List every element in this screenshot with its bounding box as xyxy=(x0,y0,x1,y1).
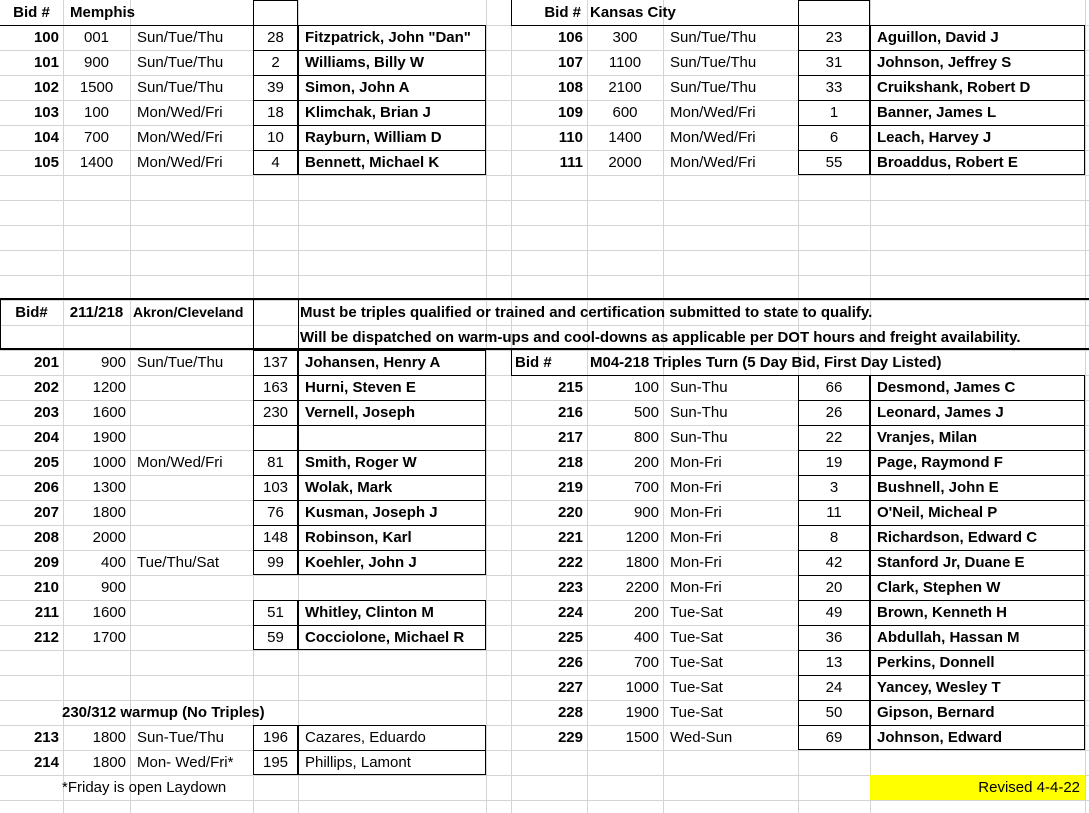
m04-row-1-days-cell[interactable]: Sun-Thu xyxy=(670,404,728,421)
warmup-footnote[interactable]: *Friday is open Laydown xyxy=(62,779,227,796)
m04-row-5-name-cell[interactable]: O'Neil, Micheal P xyxy=(877,504,998,521)
m04-row-9-bid-cell[interactable]: 224 xyxy=(557,604,583,621)
m04-row-0-bid-cell[interactable]: 215 xyxy=(557,379,583,396)
akron-row-7-name-cell[interactable]: Robinson, Karl xyxy=(305,529,412,546)
gridline-horizontal xyxy=(0,225,1089,226)
m04-row-1-name-cell[interactable]: Leonard, James J xyxy=(877,404,1004,421)
akron-row-0-name-cell[interactable]: Johansen, Henry A xyxy=(305,354,441,371)
memphis-row-2-days-cell[interactable]: Sun/Tue/Thu xyxy=(137,79,224,96)
akron-note-2[interactable]: Will be dispatched on warm-ups and cool-downs as applicable per DOT hours and freight availability. xyxy=(300,329,1021,346)
m04-row-0-time-cell[interactable]: 100 xyxy=(633,379,659,396)
memphis-row-4-time-cell[interactable]: 700 xyxy=(83,129,110,146)
akron-row-11-name-cell[interactable]: Cocciolone, Michael R xyxy=(305,629,465,646)
akron-row-8-bid-cell[interactable]: 209 xyxy=(33,554,59,571)
m04-row-4-days-cell[interactable]: Mon-Fri xyxy=(670,479,722,496)
memphis-row-1-bid-cell[interactable]: 101 xyxy=(33,54,59,71)
memphis-row-5-time-cell[interactable]: 1400 xyxy=(79,154,114,171)
akron-row-2-name-cell[interactable]: Vernell, Joseph xyxy=(305,404,416,421)
m04-row-2-seniority-cell[interactable]: 22 xyxy=(825,429,843,446)
akron-row-6-name-cell[interactable]: Kusman, Joseph J xyxy=(305,504,438,521)
akron-route[interactable]: 211/218 xyxy=(69,304,124,321)
kansas_city-row-0-name-cell[interactable]: Aguillon, David J xyxy=(877,29,999,46)
m04-row-12-seniority-cell[interactable]: 24 xyxy=(825,679,843,696)
kansas_city-row-5-days-cell[interactable]: Mon/Wed/Fri xyxy=(670,154,756,171)
akron-row-10-name-cell[interactable]: Whitley, Clinton M xyxy=(305,604,434,621)
memphis-row-0-bid-cell[interactable]: 100 xyxy=(33,29,59,46)
m04-row-14-name-cell[interactable]: Johnson, Edward xyxy=(877,729,1003,746)
warmup-row-0-bid-cell[interactable]: 213 xyxy=(33,729,59,746)
m04-row-9-days-cell[interactable]: Tue-Sat xyxy=(670,604,723,621)
akron-row-9-bid-cell[interactable]: 210 xyxy=(33,579,59,596)
memphis-row-1-seniority-cell[interactable]: 2 xyxy=(271,54,280,71)
m04-row-14-bid-cell[interactable]: 229 xyxy=(557,729,583,746)
m04-row-1-seniority-cell[interactable]: 26 xyxy=(825,404,843,421)
kansas_city-row-4-bid-cell[interactable]: 110 xyxy=(558,129,583,146)
m04-row-8-bid-cell[interactable]: 223 xyxy=(557,579,583,596)
akron-row-11-bid-cell[interactable]: 212 xyxy=(33,629,59,646)
m04-row-3-seniority-cell[interactable]: 19 xyxy=(825,454,843,471)
memphis-row-4-bid-cell[interactable]: 104 xyxy=(33,129,59,146)
gridline-horizontal xyxy=(0,800,1089,801)
m04-row-10-bid-cell[interactable]: 225 xyxy=(557,629,583,646)
memphis-row-1-time-cell[interactable]: 900 xyxy=(83,54,110,71)
m04-row-9-name-cell[interactable]: Brown, Kenneth H xyxy=(877,604,1007,621)
akron-row-8-time-cell[interactable]: 400 xyxy=(100,554,126,571)
memphis-row-1-name-cell[interactable]: Williams, Billy W xyxy=(305,54,425,71)
m04-row-7-seniority-cell[interactable]: 42 xyxy=(825,554,843,571)
akron-note-1[interactable]: Must be triples qualified or trained and certification submitted to state to qualify. xyxy=(300,304,873,321)
m04-row-3-name-cell[interactable]: Page, Raymond F xyxy=(877,454,1003,471)
m04-row-4-bid-cell[interactable]: 219 xyxy=(557,479,583,496)
m04-row-9-seniority-cell[interactable]: 49 xyxy=(825,604,843,621)
kansas_city-row-5-bid-cell[interactable]: 111 xyxy=(559,154,583,171)
m04-row-2-name-cell[interactable]: Vranjes, Milan xyxy=(877,429,978,446)
m04-row-11-seniority-cell[interactable]: 13 xyxy=(825,654,843,671)
m04-row-4-name-cell[interactable]: Bushnell, John E xyxy=(877,479,999,496)
warmup-row-1-time-cell[interactable]: 1800 xyxy=(92,754,126,771)
m04-row-5-seniority-cell[interactable]: 11 xyxy=(826,504,842,521)
akron-row-7-time-cell[interactable]: 2000 xyxy=(92,529,126,546)
m04-row-12-days-cell[interactable]: Tue-Sat xyxy=(670,679,723,696)
kansas-city-bid-header[interactable]: Bid # xyxy=(544,4,581,21)
m04-row-6-seniority-cell[interactable]: 8 xyxy=(829,529,839,546)
warmup-title[interactable]: 230/312 warmup (No Triples) xyxy=(62,704,265,721)
m04-row-3-days-cell[interactable]: Mon-Fri xyxy=(670,454,722,471)
memphis-row-3-name-cell[interactable]: Klimchak, Brian J xyxy=(305,104,431,121)
akron-row-0-bid-cell[interactable]: 201 xyxy=(33,354,59,371)
m04-row-12-name-cell[interactable]: Yancey, Wesley T xyxy=(877,679,1001,696)
m04-row-11-name-cell[interactable]: Perkins, Donnell xyxy=(877,654,995,671)
memphis-row-3-seniority-cell[interactable]: 18 xyxy=(267,104,284,121)
akron-row-11-time-cell[interactable]: 1700 xyxy=(92,629,126,646)
memphis-row-4-name-cell[interactable]: Rayburn, William D xyxy=(305,129,442,146)
kansas_city-row-0-days-cell[interactable]: Sun/Tue/Thu xyxy=(670,29,757,46)
m04-row-10-name-cell[interactable]: Abdullah, Hassan M xyxy=(877,629,1020,646)
memphis-row-0-seniority-cell[interactable]: 28 xyxy=(267,29,284,46)
akron-row-1-bid-cell[interactable]: 202 xyxy=(33,379,59,396)
m04-row-13-name-cell[interactable]: Gipson, Bernard xyxy=(877,704,995,721)
memphis-row-2-time-cell[interactable]: 1500 xyxy=(79,79,114,96)
memphis-row-2-name-cell[interactable]: Simon, John A xyxy=(305,79,410,96)
m04-row-8-days-cell[interactable]: Mon-Fri xyxy=(670,579,722,596)
memphis-row-0-days-cell[interactable]: Sun/Tue/Thu xyxy=(137,29,224,46)
border-line xyxy=(511,350,512,375)
akron-row-0-days-cell[interactable]: Sun/Tue/Thu xyxy=(137,354,224,371)
m04-row-10-days-cell[interactable]: Tue-Sat xyxy=(670,629,723,646)
kansas_city-row-1-seniority-cell[interactable]: 31 xyxy=(825,54,843,71)
m04-row-2-days-cell[interactable]: Sun-Thu xyxy=(670,429,728,446)
m04-row-5-time-cell[interactable]: 900 xyxy=(633,504,659,521)
kansas_city-row-4-days-cell[interactable]: Mon/Wed/Fri xyxy=(670,129,756,146)
m04-row-6-name-cell[interactable]: Richardson, Edward C xyxy=(877,529,1038,546)
memphis-row-5-days-cell[interactable]: Mon/Wed/Fri xyxy=(137,154,223,171)
memphis-row-2-bid-cell[interactable]: 102 xyxy=(33,79,59,96)
akron-row-10-days-cell[interactable] xyxy=(130,600,253,625)
kansas_city-row-0-time-cell[interactable]: 300 xyxy=(612,29,638,46)
m04-row-13-bid-cell[interactable]: 228 xyxy=(557,704,583,721)
kansas_city-row-2-seniority-cell[interactable]: 33 xyxy=(825,79,843,96)
m04-row-14-seniority-cell[interactable]: 69 xyxy=(825,729,843,746)
m04-row-11-bid-cell[interactable]: 226 xyxy=(557,654,583,671)
m04-row-9-time-cell[interactable]: 200 xyxy=(633,604,659,621)
kansas_city-row-1-name-cell[interactable]: Johnson, Jeffrey S xyxy=(877,54,1012,71)
akron-row-3-bid-cell[interactable]: 204 xyxy=(33,429,59,446)
gridline-vertical xyxy=(1085,0,1086,813)
akron-row-1-seniority-cell[interactable]: 163 xyxy=(262,379,289,396)
kansas_city-row-0-bid-cell[interactable]: 106 xyxy=(557,29,583,46)
m04-row-1-bid-cell[interactable]: 216 xyxy=(557,404,583,421)
akron-row-10-time-cell[interactable]: 1600 xyxy=(92,604,126,621)
m04-row-4-seniority-cell[interactable]: 3 xyxy=(829,479,839,496)
akron-row-4-time-cell[interactable]: 1000 xyxy=(92,454,126,471)
memphis-row-2-seniority-cell[interactable]: 39 xyxy=(267,79,284,96)
m04-row-2-bid-cell[interactable]: 217 xyxy=(557,429,583,446)
m04-row-8-time-cell[interactable]: 2200 xyxy=(625,579,659,596)
akron-row-5-days-cell[interactable] xyxy=(130,475,253,500)
akron-row-9-days-cell[interactable] xyxy=(130,575,253,600)
kansas_city-row-1-time-cell[interactable]: 1100 xyxy=(608,54,642,71)
m04-row-7-time-cell[interactable]: 1800 xyxy=(625,554,659,571)
m04-row-6-bid-cell[interactable]: 221 xyxy=(557,529,583,546)
m04-row-14-days-cell[interactable]: Wed-Sun xyxy=(670,729,733,746)
akron-row-11-days-cell[interactable] xyxy=(130,625,253,650)
akron-row-4-bid-cell[interactable]: 205 xyxy=(33,454,59,471)
akron-row-2-seniority-cell[interactable]: 230 xyxy=(262,404,289,421)
akron-row-3-days-cell[interactable] xyxy=(130,425,253,450)
m04-row-10-seniority-cell[interactable]: 36 xyxy=(825,629,843,646)
m04-row-13-days-cell[interactable]: Tue-Sat xyxy=(670,704,723,721)
akron-row-9-name-cell[interactable] xyxy=(298,575,486,600)
gridline-horizontal xyxy=(0,200,1089,201)
akron-row-2-time-cell[interactable]: 1600 xyxy=(92,404,126,421)
kansas_city-row-0-seniority-cell[interactable]: 23 xyxy=(825,29,843,46)
kansas_city-row-4-seniority-cell[interactable]: 6 xyxy=(829,129,839,146)
memphis-row-1-days-cell[interactable]: Sun/Tue/Thu xyxy=(137,54,224,71)
akron-row-1-days-cell[interactable] xyxy=(130,375,253,400)
gridline-horizontal xyxy=(0,275,1089,276)
gridline-vertical xyxy=(486,0,487,813)
m04-row-4-time-cell[interactable]: 700 xyxy=(633,479,659,496)
memphis-row-0-name-cell[interactable]: Fitzpatrick, John "Dan" xyxy=(305,29,471,46)
m04-row-12-time-cell[interactable]: 1000 xyxy=(625,679,659,696)
kansas_city-row-3-days-cell[interactable]: Mon/Wed/Fri xyxy=(670,104,756,121)
akron-row-4-name-cell[interactable]: Smith, Roger W xyxy=(305,454,417,471)
memphis-row-5-name-cell[interactable]: Bennett, Michael K xyxy=(305,154,440,171)
m04-row-7-name-cell[interactable]: Stanford Jr, Duane E xyxy=(877,554,1025,571)
kansas_city-row-4-time-cell[interactable]: 1400 xyxy=(608,129,642,146)
m04-row-5-bid-cell[interactable]: 220 xyxy=(557,504,583,521)
akron-row-11-seniority-cell[interactable]: 59 xyxy=(267,629,284,646)
warmup-row-1-name-cell[interactable]: Phillips, Lamont xyxy=(305,754,411,771)
akron-row-5-name-cell[interactable]: Wolak, Mark xyxy=(305,479,393,496)
memphis-row-3-days-cell[interactable]: Mon/Wed/Fri xyxy=(137,104,223,121)
m04-row-8-seniority-cell[interactable]: 20 xyxy=(825,579,843,596)
kansas_city-row-5-time-cell[interactable]: 2000 xyxy=(608,154,642,171)
memphis-row-3-bid-cell[interactable]: 103 xyxy=(33,104,59,121)
m04-title[interactable]: M04-218 Triples Turn (5 Day Bid, First Day Listed) xyxy=(590,354,942,371)
m04-row-1-time-cell[interactable]: 500 xyxy=(633,404,659,421)
akron-bid-header[interactable]: Bid# xyxy=(15,304,48,321)
warmup-row-1-days-cell[interactable]: Mon- Wed/Fri* xyxy=(137,754,234,771)
akron-title[interactable]: Akron/Cleveland xyxy=(133,304,244,320)
memphis-row-3-time-cell[interactable]: 100 xyxy=(83,104,110,121)
memphis-row-4-days-cell[interactable]: Mon/Wed/Fri xyxy=(137,129,223,146)
akron-row-3-seniority-cell[interactable] xyxy=(253,425,298,450)
warmup-row-1-bid-cell[interactable]: 214 xyxy=(33,754,59,771)
m04-row-3-time-cell[interactable]: 200 xyxy=(633,454,659,471)
kansas_city-row-5-seniority-cell[interactable]: 55 xyxy=(825,154,843,171)
akron-row-3-time-cell[interactable]: 1900 xyxy=(92,429,126,446)
akron-row-5-seniority-cell[interactable]: 103 xyxy=(262,479,289,496)
akron-row-9-seniority-cell[interactable] xyxy=(253,575,298,600)
akron-row-7-days-cell[interactable] xyxy=(130,525,253,550)
memphis-row-5-seniority-cell[interactable]: 4 xyxy=(271,154,280,171)
kansas_city-row-2-name-cell[interactable]: Cruikshank, Robert D xyxy=(877,79,1031,96)
m04-row-13-seniority-cell[interactable]: 50 xyxy=(825,704,843,721)
m04-row-13-time-cell[interactable]: 1900 xyxy=(625,704,659,721)
warmup-row-0-seniority-cell[interactable]: 196 xyxy=(262,729,289,746)
akron-row-5-time-cell[interactable]: 1300 xyxy=(92,479,126,496)
akron-row-6-time-cell[interactable]: 1800 xyxy=(92,504,126,521)
memphis-title[interactable]: Memphis xyxy=(70,4,136,21)
akron-row-0-time-cell[interactable]: 900 xyxy=(100,354,126,371)
akron-row-7-bid-cell[interactable]: 208 xyxy=(33,529,59,546)
akron-row-2-bid-cell[interactable]: 203 xyxy=(33,404,59,421)
kansas-city-title[interactable]: Kansas City xyxy=(590,4,676,21)
akron-row-0-seniority-cell[interactable]: 137 xyxy=(262,354,289,371)
kansas_city-row-3-name-cell[interactable]: Banner, James L xyxy=(877,104,997,121)
m04-row-10-time-cell[interactable]: 400 xyxy=(633,629,659,646)
memphis-row-5-bid-cell[interactable]: 105 xyxy=(33,154,59,171)
akron-row-8-days-cell[interactable]: Tue/Thu/Sat xyxy=(137,554,219,571)
revised-label[interactable]: Revised 4-4-22 xyxy=(870,775,1085,800)
m04-row-0-name-cell[interactable]: Desmond, James C xyxy=(877,379,1016,396)
akron-row-9-time-cell[interactable]: 900 xyxy=(100,579,126,596)
akron-row-1-time-cell[interactable]: 1200 xyxy=(92,379,126,396)
akron-row-10-bid-cell[interactable]: 211 xyxy=(34,604,59,621)
akron-row-4-seniority-cell[interactable]: 81 xyxy=(267,454,284,471)
kansas_city-row-5-name-cell[interactable]: Broaddus, Robert E xyxy=(877,154,1018,171)
akron-row-6-days-cell[interactable] xyxy=(130,500,253,525)
m04-row-11-days-cell[interactable]: Tue-Sat xyxy=(670,654,723,671)
memphis-bid-header[interactable]: Bid # xyxy=(13,4,50,21)
gridline-horizontal xyxy=(0,175,1089,176)
m04-row-0-days-cell[interactable]: Sun-Thu xyxy=(670,379,728,396)
m04-row-3-bid-cell[interactable]: 218 xyxy=(557,454,583,471)
warmup-row-1-seniority-cell[interactable]: 195 xyxy=(262,754,289,771)
kansas_city-row-1-days-cell[interactable]: Sun/Tue/Thu xyxy=(670,54,757,71)
m04-bid-header[interactable]: Bid # xyxy=(515,354,552,371)
warmup-row-0-days-cell[interactable]: Sun-Tue/Thu xyxy=(137,729,224,746)
kansas_city-row-2-time-cell[interactable]: 2100 xyxy=(608,79,642,96)
memphis-row-0-time-cell[interactable]: 001 xyxy=(83,29,110,46)
m04-row-6-days-cell[interactable]: Mon-Fri xyxy=(670,529,722,546)
akron-row-8-seniority-cell[interactable]: 99 xyxy=(267,554,284,571)
m04-row-2-time-cell[interactable]: 800 xyxy=(633,429,659,446)
gridline-horizontal xyxy=(0,250,1089,251)
m04-row-14-time-cell[interactable]: 1500 xyxy=(625,729,659,746)
m04-row-5-days-cell[interactable]: Mon-Fri xyxy=(670,504,722,521)
m04-row-12-bid-cell[interactable]: 227 xyxy=(557,679,583,696)
akron-row-6-seniority-cell[interactable]: 76 xyxy=(267,504,284,521)
akron-row-10-seniority-cell[interactable]: 51 xyxy=(267,604,284,621)
kansas_city-row-1-bid-cell[interactable]: 107 xyxy=(557,54,583,71)
m04-row-7-days-cell[interactable]: Mon-Fri xyxy=(670,554,722,571)
kansas_city-row-2-bid-cell[interactable]: 108 xyxy=(557,79,583,96)
m04-row-7-bid-cell[interactable]: 222 xyxy=(557,554,583,571)
m04-row-0-seniority-cell[interactable]: 66 xyxy=(825,379,843,396)
m04-row-8-name-cell[interactable]: Clark, Stephen W xyxy=(877,579,1001,596)
kansas_city-row-4-name-cell[interactable]: Leach, Harvey J xyxy=(877,129,992,146)
akron-row-1-name-cell[interactable]: Hurni, Steven E xyxy=(305,379,416,396)
memphis-row-4-seniority-cell[interactable]: 10 xyxy=(267,129,284,146)
m04-row-6-time-cell[interactable]: 1200 xyxy=(625,529,659,546)
m04-row-11-time-cell[interactable]: 700 xyxy=(633,654,659,671)
akron-row-5-bid-cell[interactable]: 206 xyxy=(33,479,59,496)
kansas_city-row-3-seniority-cell[interactable]: 1 xyxy=(829,104,839,121)
warmup-row-0-time-cell[interactable]: 1800 xyxy=(92,729,126,746)
kansas_city-row-3-bid-cell[interactable]: 109 xyxy=(557,104,583,121)
kansas_city-row-2-days-cell[interactable]: Sun/Tue/Thu xyxy=(670,79,757,96)
warmup-row-0-name-cell[interactable]: Cazares, Eduardo xyxy=(305,729,426,746)
akron-row-4-days-cell[interactable]: Mon/Wed/Fri xyxy=(137,454,223,471)
akron-row-2-days-cell[interactable] xyxy=(130,400,253,425)
akron-row-8-name-cell[interactable]: Koehler, John J xyxy=(305,554,417,571)
akron-row-7-seniority-cell[interactable]: 148 xyxy=(262,529,289,546)
akron-row-6-bid-cell[interactable]: 207 xyxy=(33,504,59,521)
kansas_city-row-3-time-cell[interactable]: 600 xyxy=(612,104,638,121)
akron-row-3-name-cell[interactable] xyxy=(298,425,486,450)
